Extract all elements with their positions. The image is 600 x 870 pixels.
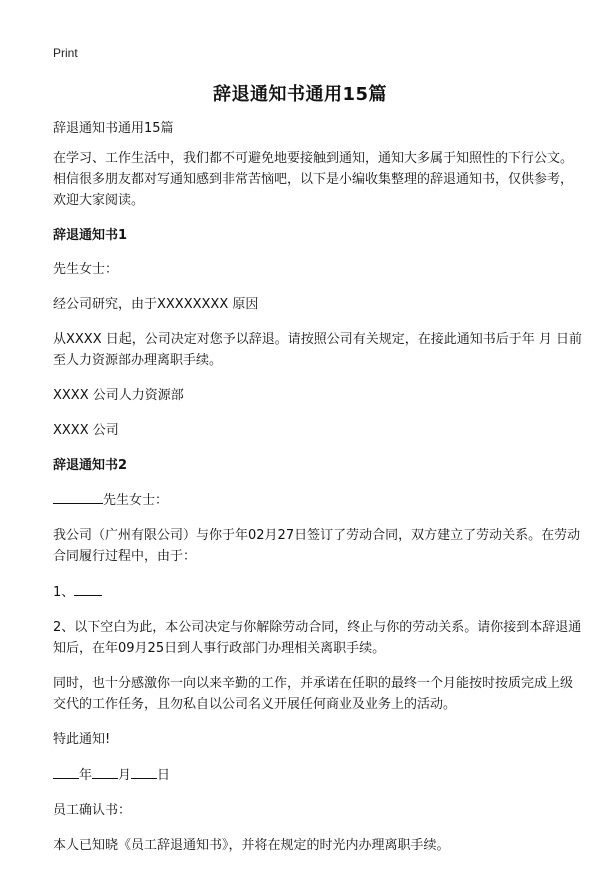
employee-confirm-heading: 员工确认书：: [53, 803, 132, 818]
date-month: 月: [118, 768, 132, 783]
section-2-salutation: 先生女士：: [103, 493, 169, 508]
section-2-special-notice: 特此通知!: [53, 732, 111, 747]
date-year: 年: [79, 768, 93, 783]
section-1-reason: 经公司研究，由于XXXXXXXX 原因: [53, 297, 259, 312]
item-1-prefix: 1、: [53, 585, 75, 600]
employee-acknowledgement: 本人已知晓《员工辞退通知书》，并将在规定的时光内办理离职手续。: [53, 838, 450, 853]
document-subtitle: 辞退通知书通用15篇: [53, 121, 174, 136]
year-blank: [53, 764, 79, 779]
section-1-company: XXXX 公司: [53, 423, 119, 438]
date-day: 日: [157, 768, 171, 783]
section-1-department: XXXX 公司人力资源部: [53, 388, 184, 403]
section-2-contract: 我公司（广州有限公司）与你于年02月27日签订了劳动合同，双方建立了劳动关系。在劳动合同履行过程中，由于：: [53, 528, 581, 564]
section-2-thanks: 同时，也十分感激你一向以来辛勤的工作，并承诺在任职的最终一个月能按时按质完成上级交代的工作任务，且勿私自以公司名义开展任何商业及业务上的活动。: [53, 676, 574, 712]
item-1-blank: [74, 581, 102, 596]
document-body: [53, 118, 583, 870]
section-1-decision: 从XXXX 日起，公司决定对您予以辞退。请按照公司有关规定，在接此通知书后于年 月 日前至人力资源部办理离职手续。: [53, 332, 583, 368]
section-2-heading: 辞退通知书2: [53, 458, 128, 473]
section-1-salutation: 先生女士：: [53, 262, 119, 277]
date-line: [53, 764, 583, 786]
section-2-item-1: [53, 581, 583, 603]
section-2-salutation-line: [53, 489, 583, 511]
day-blank: [131, 764, 157, 779]
name-blank: [53, 489, 103, 504]
print-label[interactable]: Print: [53, 46, 78, 60]
section-2-item-2: 2、以下空白为此，本公司决定与你解除劳动合同，终止与你的劳动关系。请你接到本辞退通知后，在年09月25日到人事行政部门办理相关离职手续。: [53, 620, 582, 656]
page-title: 辞退通知书通用15篇: [212, 84, 388, 105]
section-1-heading: 辞退通知书1: [53, 228, 128, 243]
intro-paragraph: 在学习、工作生活中，我们都不可避免地要接触到通知，通知大多属于知照性的下行公文。相信很多朋友都对写通知感到非常苦恼吧，以下是小编收集整理的辞退通知书，仅供参考，欢迎大家阅读。: [53, 151, 574, 208]
month-blank: [92, 764, 118, 779]
